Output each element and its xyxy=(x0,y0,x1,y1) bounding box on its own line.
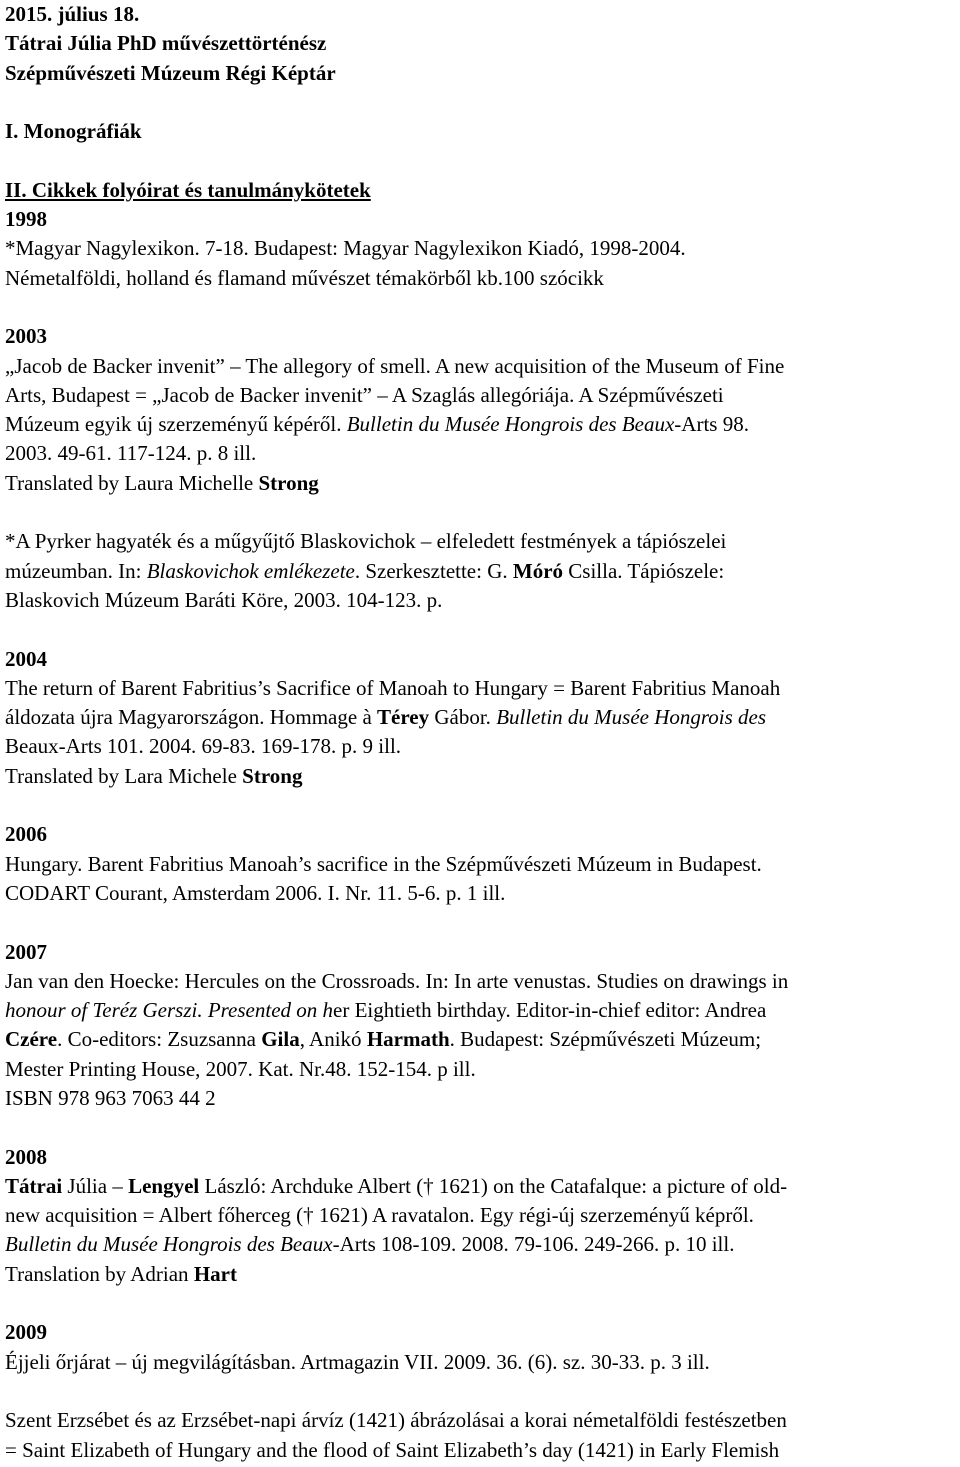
editor-surname: Móró xyxy=(512,558,564,583)
spacer xyxy=(5,1113,960,1142)
entry-2008-line-3 xyxy=(5,1230,960,1259)
text-segment: . Co-editors: Zsuzsanna xyxy=(57,1027,262,1052)
author-surname: Tátrai xyxy=(5,1173,63,1198)
entry-2004-line-3: Beaux-Arts 101. 2004. 69-83. 169-178. p. 9 ill. xyxy=(5,734,402,759)
entry-2007-line-2 xyxy=(5,996,960,1025)
entry-2003a-line-5 xyxy=(5,469,960,498)
coauthor-surname: Lengyel xyxy=(128,1173,200,1198)
entry-2009b-line-2: = Saint Elizabeth of Hungary and the flood of Saint Elizabeth’s day (1421) in Early Flemish xyxy=(5,1437,780,1462)
year-heading-1998: 1998 xyxy=(5,207,47,232)
text-segment: Csilla. Tápiószele: xyxy=(563,558,725,583)
year-heading-2006: 2006 xyxy=(5,822,47,847)
entry-2003b-line-2 xyxy=(5,557,960,586)
text-segment: er Eightieth birthday. Editor-in-chief editor: Andrea xyxy=(333,998,767,1023)
spacer xyxy=(5,615,960,644)
year-heading-2007: 2007 xyxy=(5,939,47,964)
translator-surname: Hart xyxy=(193,1261,237,1286)
journal-title: Bulletin du Musée Hongrois des xyxy=(496,705,767,730)
entry-2003b-line-3: Blaskovich Múzeum Baráti Köre, 2003. 104-123. p. xyxy=(5,587,443,612)
entry-2007-isbn: ISBN 978 963 7063 44 2 xyxy=(5,1085,216,1110)
section-monographs: I. Monográfiák xyxy=(5,119,142,144)
text-segment: Translated by Lara Michele xyxy=(5,763,243,788)
author-name: Tátrai Júlia PhD művészettörténész xyxy=(5,31,327,56)
year-heading-2008: 2008 xyxy=(5,1144,47,1169)
journal-title: Bulletin du Musée Hongrois des Beaux xyxy=(346,412,675,437)
book-title: honour of Teréz Gerszi. Presented on h xyxy=(5,998,334,1023)
translator-surname: Strong xyxy=(258,470,319,495)
spacer xyxy=(5,293,960,322)
entry-2009b-line-1: Szent Erzsébet és az Erzsébet-napi árvíz (1421) ábrázolásai a korai németalföldi festészetben xyxy=(5,1408,787,1433)
editor-surname: Czére xyxy=(5,1027,58,1052)
text-segment: áldozata újra Magyarországon. Hommage à xyxy=(5,705,378,730)
text-segment: múzeumban. In: xyxy=(5,558,147,583)
entry-2008-line-2: new acquisition = Albert főherceg († 1621) A ravatalon. Egy régi-új szerzeményű képről. xyxy=(5,1203,754,1228)
entry-2008-line-4 xyxy=(5,1260,960,1289)
text-segment: Gábor. xyxy=(429,705,497,730)
year-heading-2003: 2003 xyxy=(5,324,47,349)
entry-2003a-line-3 xyxy=(5,410,960,439)
entry-2006-line-1: Hungary. Barent Fabritius Manoah’s sacrifice in the Szépművészeti Múzeum in Budapest. xyxy=(5,851,762,876)
entry-2004-line-2 xyxy=(5,703,960,732)
text-segment: Júlia – xyxy=(62,1173,129,1198)
entry-2004-line-4 xyxy=(5,762,960,791)
spacer xyxy=(5,88,960,117)
text-segment: -Arts 98. xyxy=(674,412,749,437)
spacer xyxy=(5,498,960,527)
spacer xyxy=(5,908,960,937)
entry-2003a-line-2: Arts, Budapest = „Jacob de Backer invenit” – A Szaglás allegóriája. A Szépművészeti xyxy=(5,382,724,407)
text-segment: , Anikó xyxy=(299,1027,367,1052)
spacer xyxy=(5,1377,960,1406)
year-heading-2009: 2009 xyxy=(5,1320,47,1345)
book-title: Blaskovichok emlékezete xyxy=(146,558,355,583)
section-articles: II. Cikkek folyóirat és tanulmánykötetek xyxy=(5,177,371,202)
entry-2003b-line-1: *A Pyrker hagyaték és a műgyűjtő Blaskovichok – elfeledett festmények a tápiószelei xyxy=(5,529,727,554)
entry-2007-line-3 xyxy=(5,1025,960,1054)
text-segment: . Szerkesztette: G. xyxy=(354,558,513,583)
entry-2008-line-1 xyxy=(5,1172,960,1201)
spacer xyxy=(5,791,960,820)
entry-2004-line-1: The return of Barent Fabritius’s Sacrifice of Manoah to Hungary = Barent Fabritius Manoah xyxy=(5,675,781,700)
spacer xyxy=(5,146,960,175)
entry-2006-line-2: CODART Courant, Amsterdam 2006. I. Nr. 11. 5-6. p. 1 ill. xyxy=(5,880,506,905)
journal-title: Bulletin du Musée Hongrois des Beaux xyxy=(5,1232,333,1257)
text-segment: Múzeum egyik új szerzeményű képéről. xyxy=(5,412,347,437)
document-date: 2015. július 18. xyxy=(5,2,140,26)
text-segment: Translated by Laura Michelle xyxy=(5,470,259,495)
author-affiliation: Szépművészeti Múzeum Régi Képtár xyxy=(5,60,336,85)
coeditor-surname: Gila xyxy=(261,1027,300,1052)
text-segment: -Arts 108-109. 2008. 79-106. 249-266. p. 10 ill. xyxy=(332,1232,735,1257)
spacer xyxy=(5,1289,960,1318)
entry-2003a-line-4: 2003. 49-61. 117-124. p. 8 ill. xyxy=(5,441,257,466)
entry-2007-line-1: Jan van den Hoecke: Hercules on the Crossroads. In: In arte venustas. Studies on drawings in xyxy=(5,968,789,993)
entry-1998-line-2: Németalföldi, holland és flamand művészet témakörből kb.100 szócikk xyxy=(5,265,604,290)
entry-1998-line-1: *Magyar Nagylexikon. 7-18. Budapest: Magyar Nagylexikon Kiadó, 1998-2004. xyxy=(5,236,686,261)
text-segment: . Budapest: Szépművészeti Múzeum; xyxy=(449,1027,762,1052)
entry-2007-line-4: Mester Printing House, 2007. Kat. Nr.48. 152-154. p ill. xyxy=(5,1056,476,1081)
coeditor-surname: Harmath xyxy=(366,1027,450,1052)
entry-2003a-line-1: „Jacob de Backer invenit” – The allegory of smell. A new acquisition of the Museum of Fine xyxy=(5,353,785,378)
honoree-surname: Térey xyxy=(377,705,430,730)
translator-surname: Strong xyxy=(242,763,303,788)
entry-2009a-line-1: Éjjeli őrjárat – új megvilágításban. Artmagazin VII. 2009. 36. (6). sz. 30-33. p. 3 ill. xyxy=(5,1349,710,1374)
year-heading-2004: 2004 xyxy=(5,646,47,671)
text-segment: Translation by Adrian xyxy=(5,1261,194,1286)
text-segment: László: Archduke Albert († 1621) on the Catafalque: a picture of old- xyxy=(199,1173,788,1198)
